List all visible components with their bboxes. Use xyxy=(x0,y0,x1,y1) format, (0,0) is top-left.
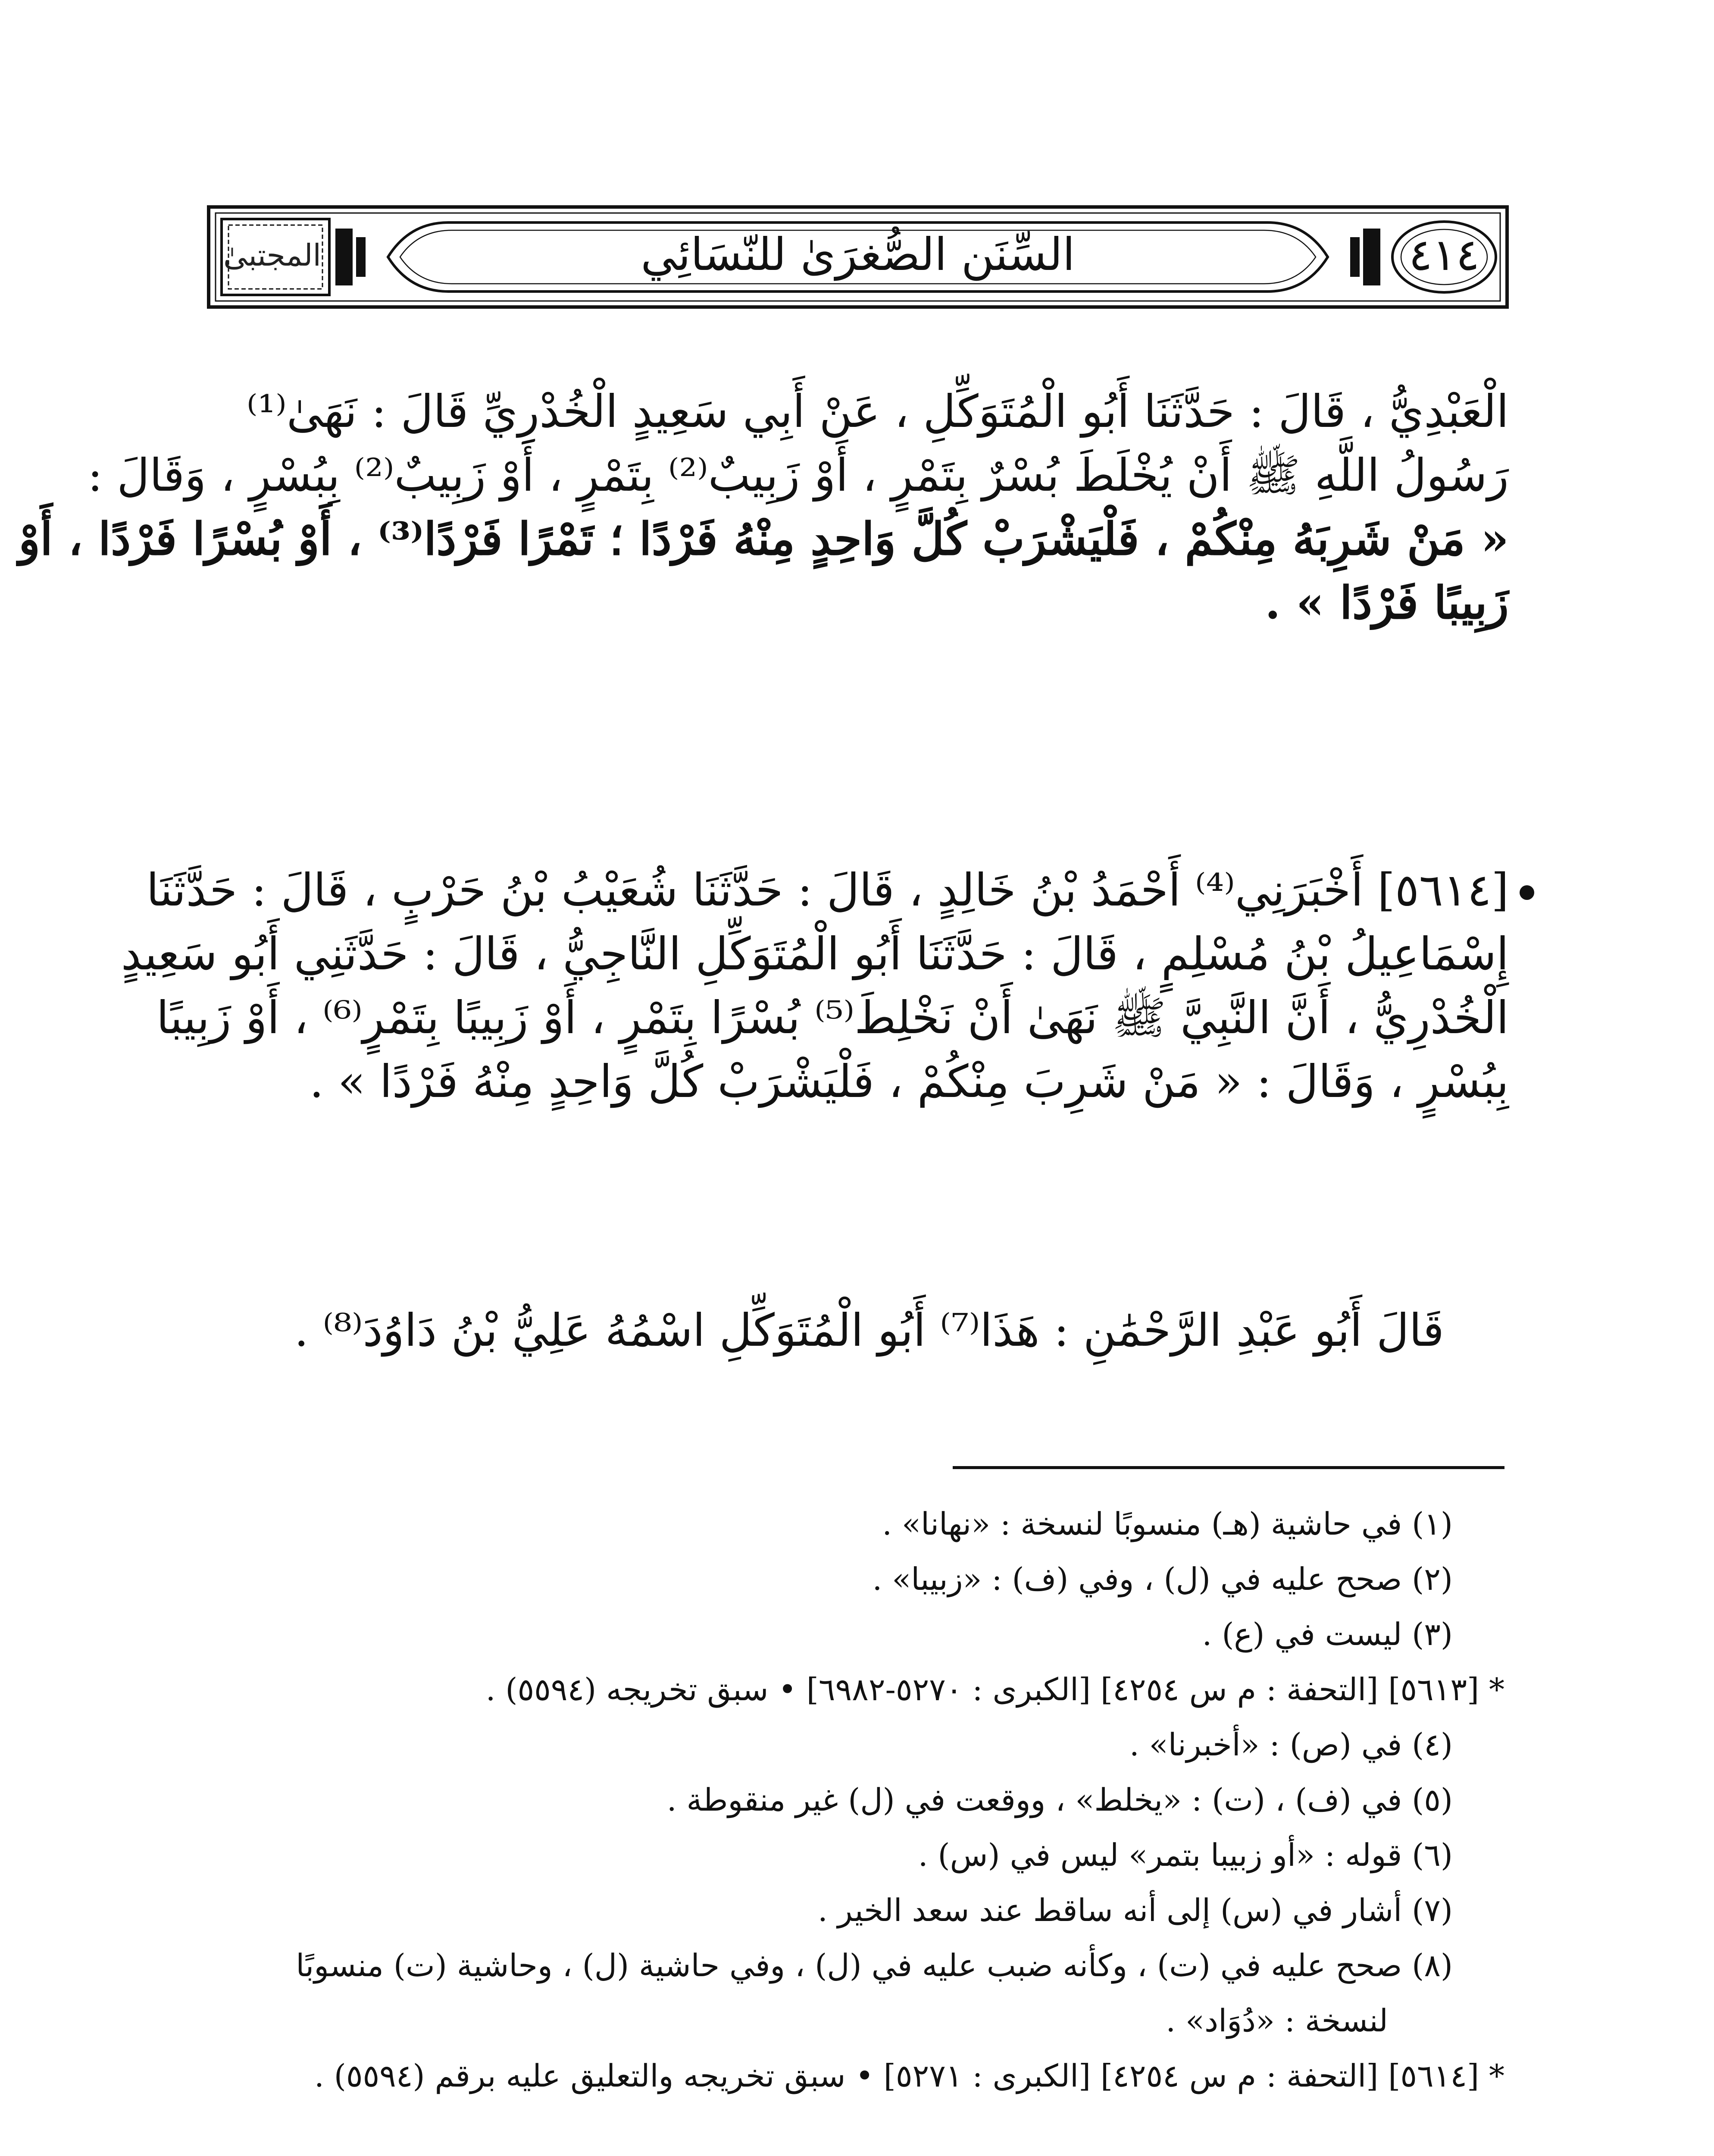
page-number: ٤١٤ xyxy=(1408,229,1480,281)
footnote-separator xyxy=(953,1466,1504,1469)
footnote: (٤) في (ص) : «أخبرنا» . xyxy=(1129,1727,1453,1763)
text-line: الْعَبْدِيُّ ، قَالَ : حَدَّثَنَا أَبُو الْمُتَوَكِّلِ ، عَنْ أَبِي سَعِيدٍ الْخُدْرِيِّ قَالَ : نَهَىٰ⁽¹⁾ xyxy=(247,385,1509,438)
hadith-5613-continuation xyxy=(18,379,1509,635)
book-emblem: المجتبىٰ xyxy=(223,238,321,273)
text-line: بِبُسْرٍ ، وَقَالَ : « مَنْ شَرِبَ مِنْكُمْ ، فَلْيَشْرَبْ كُلَّ وَاحِدٍ مِنْهُ فَرْدًا » . xyxy=(309,1055,1509,1108)
page-header xyxy=(207,203,1509,310)
footnote: (١) في حاشية (هـ) منسوبًا لنسخة : «نهانا» . xyxy=(882,1506,1453,1542)
text-line: زَبِيبًا فَرْدًا » . xyxy=(1265,576,1509,629)
footnote: (٣) ليست في (ع) . xyxy=(1202,1616,1453,1652)
hadith-5614 xyxy=(121,858,1509,1113)
running-title: السِّنَن الصُّغرَىٰ للنّسَائِي xyxy=(641,228,1075,281)
footnote: (٢) صحح عليه في (ل) ، وفي (ف) : «زبيبا» . xyxy=(872,1561,1453,1597)
takhrij-note: * [٥٦١٣] [التحفة : م س ٤٢٥٤] [الكبرى : ٥٢٧٠-٦٩٨٢] • سبق تخريجه (٥٥٩٤) . xyxy=(485,1671,1504,1708)
text-line: « مَنْ شَرِبَهُ مِنْكُمْ ، فَلْيَشْرَبْ كُلَّ وَاحِدٍ مِنْهُ فَرْدًا ؛ تَمْرًا فَرْدًا⁽³⁾ ، أَوْ بُسْرًا فَرْدًا ، أَوْ xyxy=(18,512,1509,565)
text-line: رَسُولُ اللَّهِ ﷺ أَنْ يُخْلَطَ بُسْرٌ بِتَمْرٍ ، أَوْ زَبِيبٌ⁽²⁾ بِتَمْرٍ ، أَوْ زَبِيبٌ⁽²⁾ بِبُسْرٍ ، وَقَالَ : xyxy=(88,449,1509,501)
text-line: إِسْمَاعِيلُ بْنُ مُسْلِمٍ ، قَالَ : حَدَّثَنَا أَبُو الْمُتَوَكِّلِ النَّاجِيُّ ، قَالَ : حَدَّثَنِي أَبُو سَعِيدٍ xyxy=(121,928,1509,980)
footnote: (٧) أشار في (س) إلى أنه ساقط عند سعد الخير . xyxy=(818,1892,1453,1928)
footnote-continuation: لنسخة : «دُوَاد» . xyxy=(1166,2002,1388,2039)
footnote: (٦) قوله : «أو زبيبا بتمر» ليس في (س) . xyxy=(918,1837,1453,1873)
hadith-bullet xyxy=(1520,885,1534,900)
author-remark: قَالَ أَبُو عَبْدِ الرَّحْمَٰنِ : هَذَا⁽⁷⁾ أَبُو الْمُتَوَكِّلِ اسْمُهُ عَلِيُّ بْنُ دَاوُدَ⁽⁸⁾ . xyxy=(294,1304,1444,1357)
text-line: الْخُدْرِيُّ ، أَنَّ النَّبِيَّ ﷺ نَهَىٰ أَنْ نَخْلِطَ⁽⁵⁾ بُسْرًا بِتَمْرٍ ، أَوْ زَبِيبًا بِتَمْرٍ⁽⁶⁾ ، أَوْ زَبِيبًا xyxy=(156,991,1509,1044)
footnote: (٨) صحح عليه في (ت) ، وكأنه ضبب عليه في (ل) ، وفي حاشية (ل) ، وحاشية (ت) منسوبًا xyxy=(296,1947,1453,1984)
footnotes xyxy=(267,1496,1504,2103)
text-line: [٥٦١٤] أَخْبَرَنِي⁽⁴⁾ أَحْمَدُ بْنُ خَالِدٍ ، قَالَ : حَدَّثَنَا شُعَيْبُ بْنُ حَرْبٍ ، قَالَ : حَدَّثَنَا xyxy=(146,864,1509,916)
footnote: (٥) في (ف) ، (ت) : «يخلط» ، ووقعت في (ل) غير منقوطة . xyxy=(666,1782,1453,1818)
takhrij-note: * [٥٦١٤] [التحفة : م س ٤٢٥٤] [الكبرى : ٥٢٧١] • سبق تخريجه والتعليق عليه برقم (٥٥٩٤) . xyxy=(314,2058,1504,2094)
